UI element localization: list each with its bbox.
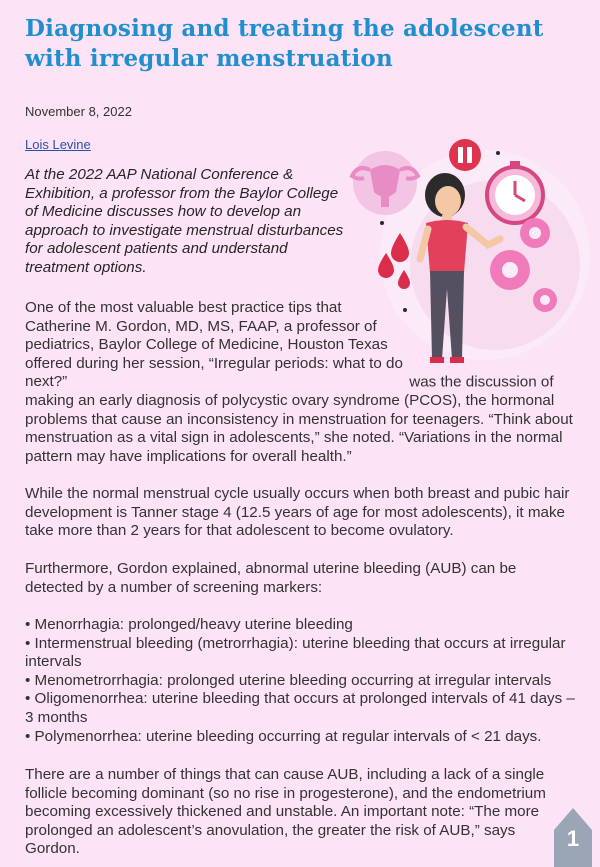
- list-item: • Menorrhagia: prolonged/heavy uterine bleeding: [25, 616, 353, 633]
- article-title: Diagnosing and treating the adolescent with irregular menstruation: [25, 15, 544, 72]
- paragraph-3: Furthermore, Gordon explained, abnormal uterine bleeding (AUB) can be detected by a number of screening markers:: [25, 560, 517, 596]
- aub-markers-list: [25, 616, 580, 746]
- list-item: • Intermenstrual bleeding (metrorrhagia): uterine bleeding that occurs at irregular intervals: [25, 634, 566, 671]
- page-number: 1: [566, 826, 580, 851]
- paragraph-4: There are a number of things that can cause AUB, including a lack of a single follicle becoming dominant (so no rise in progesterone), and the endometrium becoming excessively thickened and unstable. An important note: “The more prolonged an adolescent’s anovulation, the greater the risk of AUB,” says Gordon.: [25, 766, 546, 858]
- paragraph-1: [25, 299, 580, 466]
- list-item: • Oligomenorrhea: uterine bleeding that occurs at prolonged intervals of 41 days – 3 months: [25, 690, 575, 726]
- list-item: • Menometrorrhagia: prolonged uterine bleeding occurring at irregular intervals: [25, 671, 552, 689]
- paragraph-1-rest: was the discussion of making an early diagnosis of polycystic ovary syndrome (PCOS), the hormonal problems that cause an inconsistency in menstruation for teenagers. “Think about menstruation as a vital sign in adolescents,” she noted. “Variations in the normal pattern may have implications for overall health.”: [25, 373, 573, 465]
- article-lede: At the 2022 AAP National Conference & Exhibition, a professor from the Baylor College of Medicine discusses how to develop an approach to investigate menstrual disturbances for adolescent patients and understand treatment options.: [25, 166, 344, 276]
- author-link[interactable]: Lois Levine: [25, 137, 91, 152]
- pause-icon: [449, 139, 481, 171]
- publish-date: November 8, 2022: [25, 104, 132, 119]
- paragraph-1-intro: One of the most valuable best practice tips that Catherine M. Gordon, MD, MS, FAAP, a professor of pediatrics, Baylor College of Medicine, Houston Texas offered during her session, “Irregular periods: what to do next?”: [25, 299, 403, 391]
- list-item: • Polymenorrhea: uterine bleeding occurring at regular intervals of < 21 days.: [25, 727, 542, 745]
- paragraph-2: While the normal menstrual cycle usually occurs when both breast and pubic hair development is Tanner stage 4 (12.5 years of age for most adolescents), it make take more than 2 years for that adolescent to become ovulatory.: [25, 485, 570, 540]
